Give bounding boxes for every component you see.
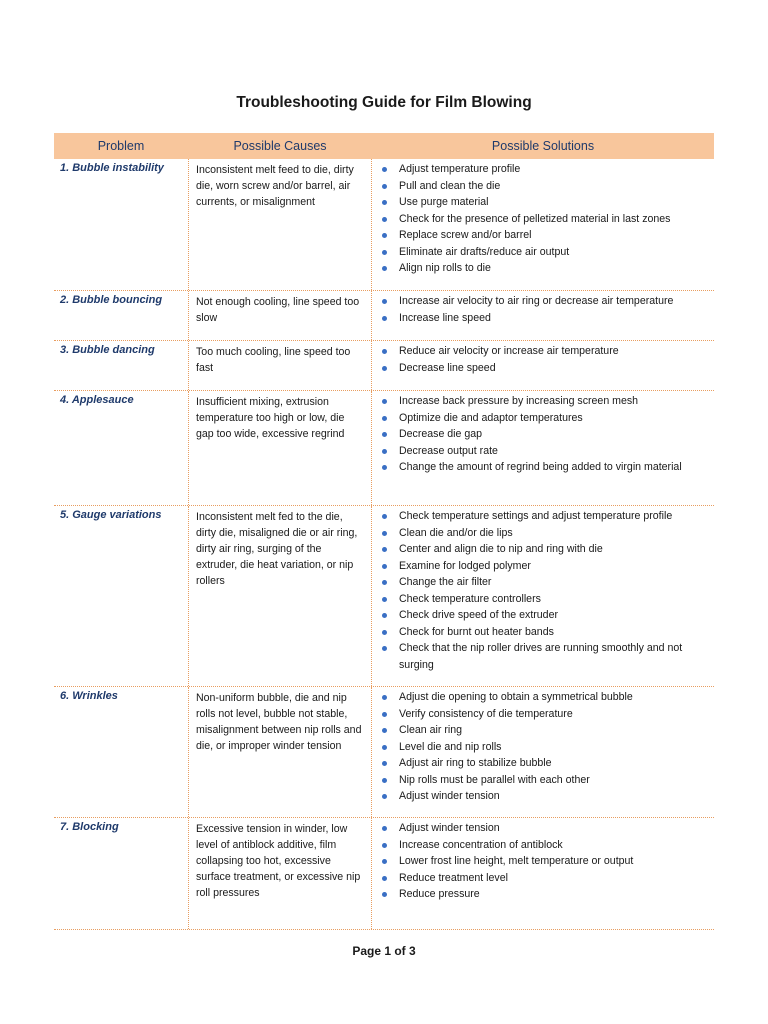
page-title: Troubleshooting Guide for Film Blowing (236, 94, 532, 111)
header-causes: Possible Causes (233, 139, 327, 153)
solution-item: Check for the presence of pelletized material in last zones (372, 211, 714, 228)
solution-item: Replace screw and/or barrel (372, 227, 714, 244)
solutions-cell (372, 687, 714, 817)
problem-cell: 5. Gauge variations (60, 509, 162, 521)
solutions-cell (372, 506, 714, 686)
solution-item: Change the air filter (372, 574, 714, 591)
solution-item: Nip rolls must be parallel with each other (372, 772, 714, 789)
solutions-list (372, 293, 714, 326)
solution-item: Examine for lodged polymer (372, 558, 714, 575)
problem-cell: 3. Bubble dancing (60, 344, 155, 356)
table-row (54, 818, 714, 930)
solution-item: Check drive speed of the extruder (372, 607, 714, 624)
solutions-cell (372, 341, 714, 390)
solution-item: Adjust winder tension (372, 788, 714, 805)
solution-item: Check temperature controllers (372, 591, 714, 608)
solution-item: Reduce treatment level (372, 870, 714, 887)
solutions-cell (372, 159, 714, 290)
solution-item: Lower frost line height, melt temperature or output (372, 853, 714, 870)
solution-item: Change the amount of regrind being added to virgin material (372, 459, 714, 476)
solution-item: Decrease die gap (372, 426, 714, 443)
solutions-list (372, 161, 714, 277)
solutions-list (372, 689, 714, 805)
solutions-list (372, 393, 714, 476)
solution-item: Reduce pressure (372, 886, 714, 903)
solution-item: Adjust die opening to obtain a symmetrical bubble (372, 689, 714, 706)
solution-item: Level die and nip rolls (372, 739, 714, 756)
solution-item: Adjust air ring to stabilize bubble (372, 755, 714, 772)
solution-item: Decrease output rate (372, 443, 714, 460)
solution-item: Decrease line speed (372, 360, 714, 377)
solution-item: Optimize die and adaptor temperatures (372, 410, 714, 427)
problem-cell: 7. Blocking (60, 821, 119, 833)
solutions-list (372, 508, 714, 673)
solutions-cell (372, 291, 714, 340)
solutions-cell (372, 818, 714, 929)
solution-item: Check that the nip roller drives are running smoothly and not surging (372, 640, 714, 673)
table-row (54, 391, 714, 506)
problem-cell: 6. Wrinkles (60, 690, 118, 702)
solution-item: Increase air velocity to air ring or decrease air temperature (372, 293, 714, 310)
header-solutions: Possible Solutions (491, 139, 595, 153)
solution-item: Adjust temperature profile (372, 161, 714, 178)
table-row (54, 687, 714, 818)
table-body (54, 159, 714, 930)
header-problem: Problem (97, 139, 145, 153)
table-header-row (54, 133, 714, 159)
troubleshooting-table (54, 133, 714, 930)
solution-item: Clean air ring (372, 722, 714, 739)
solution-item: Adjust winder tension (372, 820, 714, 837)
problem-cell: 2. Bubble bouncing (60, 294, 163, 306)
table-row (54, 159, 714, 291)
solution-item: Center and align die to nip and ring with die (372, 541, 714, 558)
solution-item: Align nip rolls to die (372, 260, 714, 277)
page-number: Page 1 of 3 (352, 944, 416, 958)
solutions-cell (372, 391, 714, 505)
solution-item: Reduce air velocity or increase air temperature (372, 343, 714, 360)
table-row (54, 506, 714, 687)
causes-cell: Non-uniform bubble, die and nip rolls not level, bubble not stable, misalignment between nip rolls and die, or improper winder tension (188, 687, 372, 817)
solution-item: Clean die and/or die lips (372, 525, 714, 542)
causes-cell: Inconsistent melt feed to die, dirty die, worn screw and/or barrel, air currents, or misalignment (188, 159, 372, 290)
problem-cell: 4. Applesauce (60, 394, 134, 406)
solution-item: Increase line speed (372, 310, 714, 327)
causes-cell: Inconsistent melt fed to the die, dirty die, misaligned die or air ring, dirty air ring, surging of the extruder, die heat variation, or nip rollers (188, 506, 372, 686)
solution-item: Increase back pressure by increasing screen mesh (372, 393, 714, 410)
problem-cell: 1. Bubble instability (60, 162, 164, 174)
solution-item: Eliminate air drafts/reduce air output (372, 244, 714, 261)
solution-item: Use purge material (372, 194, 714, 211)
solutions-list (372, 820, 714, 903)
causes-cell: Excessive tension in winder, low level of antiblock additive, film collapsing too hot, excessive surface treatment, or excessive nip roll pressures (188, 818, 372, 929)
solution-item: Pull and clean the die (372, 178, 714, 195)
causes-cell: Insufficient mixing, extrusion temperature too high or low, die gap too wide, excessive regrind (188, 391, 372, 505)
solution-item: Verify consistency of die temperature (372, 706, 714, 723)
table-row (54, 341, 714, 391)
causes-cell: Too much cooling, line speed too fast (188, 341, 372, 390)
solution-item: Increase concentration of antiblock (372, 837, 714, 854)
causes-cell: Not enough cooling, line speed too slow (188, 291, 372, 340)
table-row (54, 291, 714, 341)
solution-item: Check for burnt out heater bands (372, 624, 714, 641)
solutions-list (372, 343, 714, 376)
solution-item: Check temperature settings and adjust temperature profile (372, 508, 714, 525)
